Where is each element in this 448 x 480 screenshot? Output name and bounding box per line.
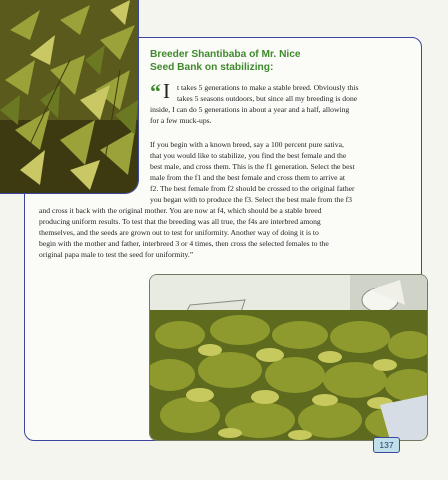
body-line: you began with to produce the f3. Select the best male from the f3 <box>150 195 352 204</box>
body-line: male from the f1 and the best female and cross them to arrive at <box>150 173 345 182</box>
body-line: f2. The best female from f2 should be crossed to the original father <box>150 184 355 193</box>
body-line: themselves, and the seeds are grown out to test for uniformity. Another way of doing it is to <box>39 228 319 237</box>
heading-line-1: Breeder Shantibaba of Mr. Nice <box>150 49 301 60</box>
body-line: If you begin with a known breed, say a 100 percent pure sativa, <box>150 140 344 149</box>
body-line: original papa male to test the seed for uniformity.” <box>39 250 194 259</box>
quote-line: t takes 5 generations to make a stable breed. Obviously this <box>177 83 359 92</box>
grow-room-photo <box>149 274 428 441</box>
body-line: and cross it back with the original mother. You are now at f4, which should be a stable breed <box>39 206 322 215</box>
body-line: producing uniform results. To test that the breeding was all true, the f4s are interbred among <box>39 217 321 226</box>
body-line: that you would like to stabilize, you find the best female and the <box>150 151 347 160</box>
body-line: begin with the mother and father, interbreed 3 or 4 times, then cross the selected females to the <box>39 239 329 248</box>
quote-line: takes 5 seasons outdoors, but since all my breeding is done <box>177 94 358 103</box>
quote-line: for a few muck-ups. <box>150 116 212 125</box>
body-line: best male, and cross them. This is the f1 generation. Select the best <box>150 162 355 171</box>
page-number: 137 <box>373 437 400 453</box>
quote-heading <box>150 49 410 74</box>
cannabis-leaves-photo <box>0 0 139 194</box>
quote-line: inside, I can do 5 generations in about a year and a half, allowing <box>150 105 350 114</box>
heading-line-2: Seed Bank on stabilizing: <box>150 61 274 73</box>
drop-cap: I <box>163 79 170 103</box>
open-quote-mark: “ <box>150 79 161 104</box>
